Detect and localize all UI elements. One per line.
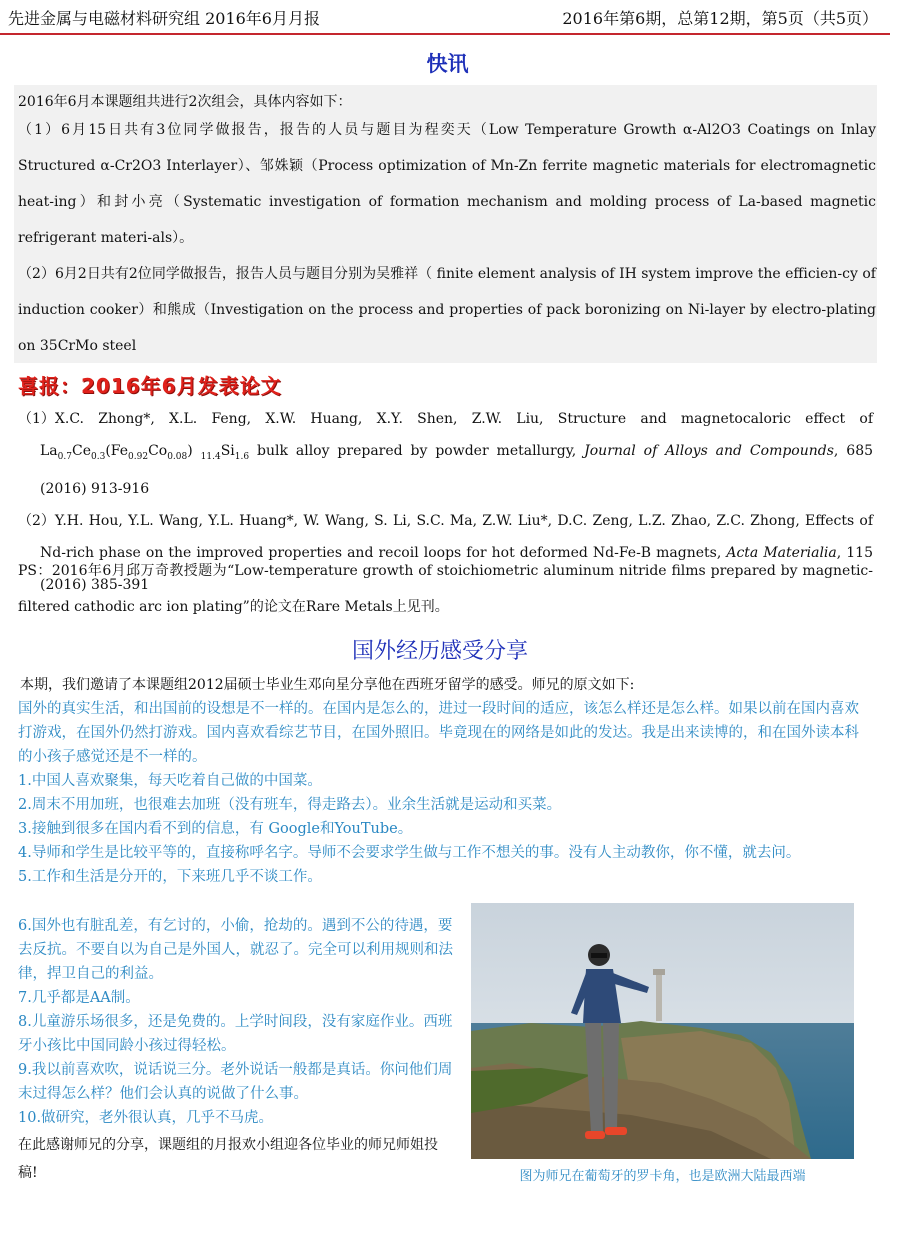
list-item: 4.导师和学生是比较平等的，直接称呼名字。导师不会要求学生做与工作不想关的事。没有人主动教你，你不懂，就去问。 <box>18 845 801 861</box>
abroad-intro: 本期，我们邀请了本课题组2012届硕士毕业生邓向星分享他在西班牙留学的感受。师兄的原文如下: <box>20 677 635 693</box>
report-header-title: 先进金属与电磁材料研究组 2016年6月月报 <box>8 9 320 28</box>
story-paragraph: 国外的真实生活，和出国前的设想是不一样的。在国内是怎么的，进过一段时间的适应，该怎么样还是怎么样。如果以前在国内喜欢打游戏，在国外仍然打游戏。国内喜欢看综艺节目，在国外照旧。毕竟现在的网络是如此的发达。我是出来读博的，和在国外读本科的小孩子感觉还是不一样的。 <box>18 701 859 765</box>
abroad-story <box>18 697 870 889</box>
publications-title: 喜报：2016年6月发表论文 <box>18 374 282 398</box>
list-item: 5.工作和生活是分开的，下来班几乎不谈工作。 <box>18 869 322 885</box>
news-item-1: （1）6月15日共有3位同学做报告，报告的人员与题目为程奕天（Low Temperature Growth α-Al2O3 Coatings on Inlay Structured α-Cr2O3 Interlayer）、邹姝颖（Process optimization of Mn-Zn ferrite magnetic materials for electromagnetic heat-ing）和封小亮（Systematic investigation of formation mechanism and molding process of La-based magnetic refrigerant materi-als）。 <box>18 122 876 246</box>
photo-illustration <box>471 903 854 1159</box>
thanks-note: 在此感谢师兄的分享，课题组的月报欢小组迎各位毕业的师兄师姐投稿! <box>18 1137 438 1181</box>
photo-caption: 图为师兄在葡萄牙的罗卡角，也是欧洲大陆最西端 <box>519 1169 806 1184</box>
publication-item-2: （2）Y.H. Hou, Y.L. Wang, Y.L. Huang*, W. Wang, S. Li, S.C. Ma, Z.W. Liu*, D.C. Zeng, L.Z. Zhao, Z.C. Zhong, Effects of Nd-rich phase on the improved properties and recoil loops for hot deformed Nd-Fe-B magnets, Acta Materialia, 115 (2016) 385-391 <box>18 512 873 593</box>
list-item: 10.做研究，老外很认真，几乎不马虎。 <box>18 1110 274 1126</box>
list-item: 7.几乎都是AA制。 <box>18 990 140 1006</box>
journal-name: Acta Materialia <box>726 544 837 561</box>
news-body <box>18 92 876 364</box>
publication-item-1: （1）X.C. Zhong*, X.L. Feng, X.W. Huang, X.Y. Shen, Z.W. Liu, Structure and magnetocaloric effect of $La_{0.7}Ce_{0.3}(Fe_{0.92}Co_{0.08})$ $_{11.4}Si_{1.6}$ bulk alloy prepared by powder metallurgy, Journal of Alloys and Compounds, 685 (2016) 913-916 <box>18 411 874 497</box>
header-divider <box>0 33 890 35</box>
news-item-2: （2）6月2日共有2位同学做报告，报告人员与题目分别为吴雅祥（ finite element analysis of IH system improve the efficien-cy of induction cooker）和熊成（Investigation on the process and properties of pack boronizing on Ni-layer by electro-plating on 35CrMo steel <box>18 266 876 354</box>
list-item: 3.接触到很多在国内看不到的信息，有 Google和YouTube。 <box>18 821 413 837</box>
report-issue-info: 2016年第6期，总第12期，第5页（共5页） <box>562 9 878 28</box>
news-intro: 2016年6月本课题组共进行2次组会，具体内容如下： <box>18 94 352 110</box>
list-item: 6.国外也有脏乱差，有乞讨的，小偷，抢劫的。遇到不公的待遇，要去反抗。不要自以为自己是外国人，就忍了。完全可以利用规则和法律，捍卫自己的利益。 <box>18 918 453 982</box>
list-item: 2.周末不用加班，也很难去加班（没有班车，得走路去）。业余生活就是运动和买菜。 <box>18 797 562 813</box>
postscript <box>18 553 873 625</box>
list-item: 9.我以前喜欢吹，说话说三分。老外说话一般都是真话。你问他们周末过得怎么样？他们会认真的说做了什么事。 <box>18 1062 453 1102</box>
news-title: 快讯 <box>426 51 469 76</box>
postscript-text: PS：2016年6月邱万奇教授题为“Low-temperature growth of stoichiometric aluminum nitride films prepared by magnetic-filtered cathodic arc ion plating”的论文在Rare Metals上见刊。 <box>18 563 873 615</box>
abroad-title: 国外经历感受分享 <box>351 639 528 664</box>
list-item: 1.中国人喜欢聚集，每天吃着自己做的中国菜。 <box>18 773 322 789</box>
journal-name: Journal of Alloys and Compounds <box>584 443 834 459</box>
abroad-points-left <box>18 914 454 1130</box>
list-item: 8.儿童游乐场很多，还是免费的。上学时间段，没有家庭作业。西班牙小孩比中国同龄小孩过得轻松。 <box>18 1014 453 1054</box>
photo-cabo-da-roca <box>471 903 854 1159</box>
